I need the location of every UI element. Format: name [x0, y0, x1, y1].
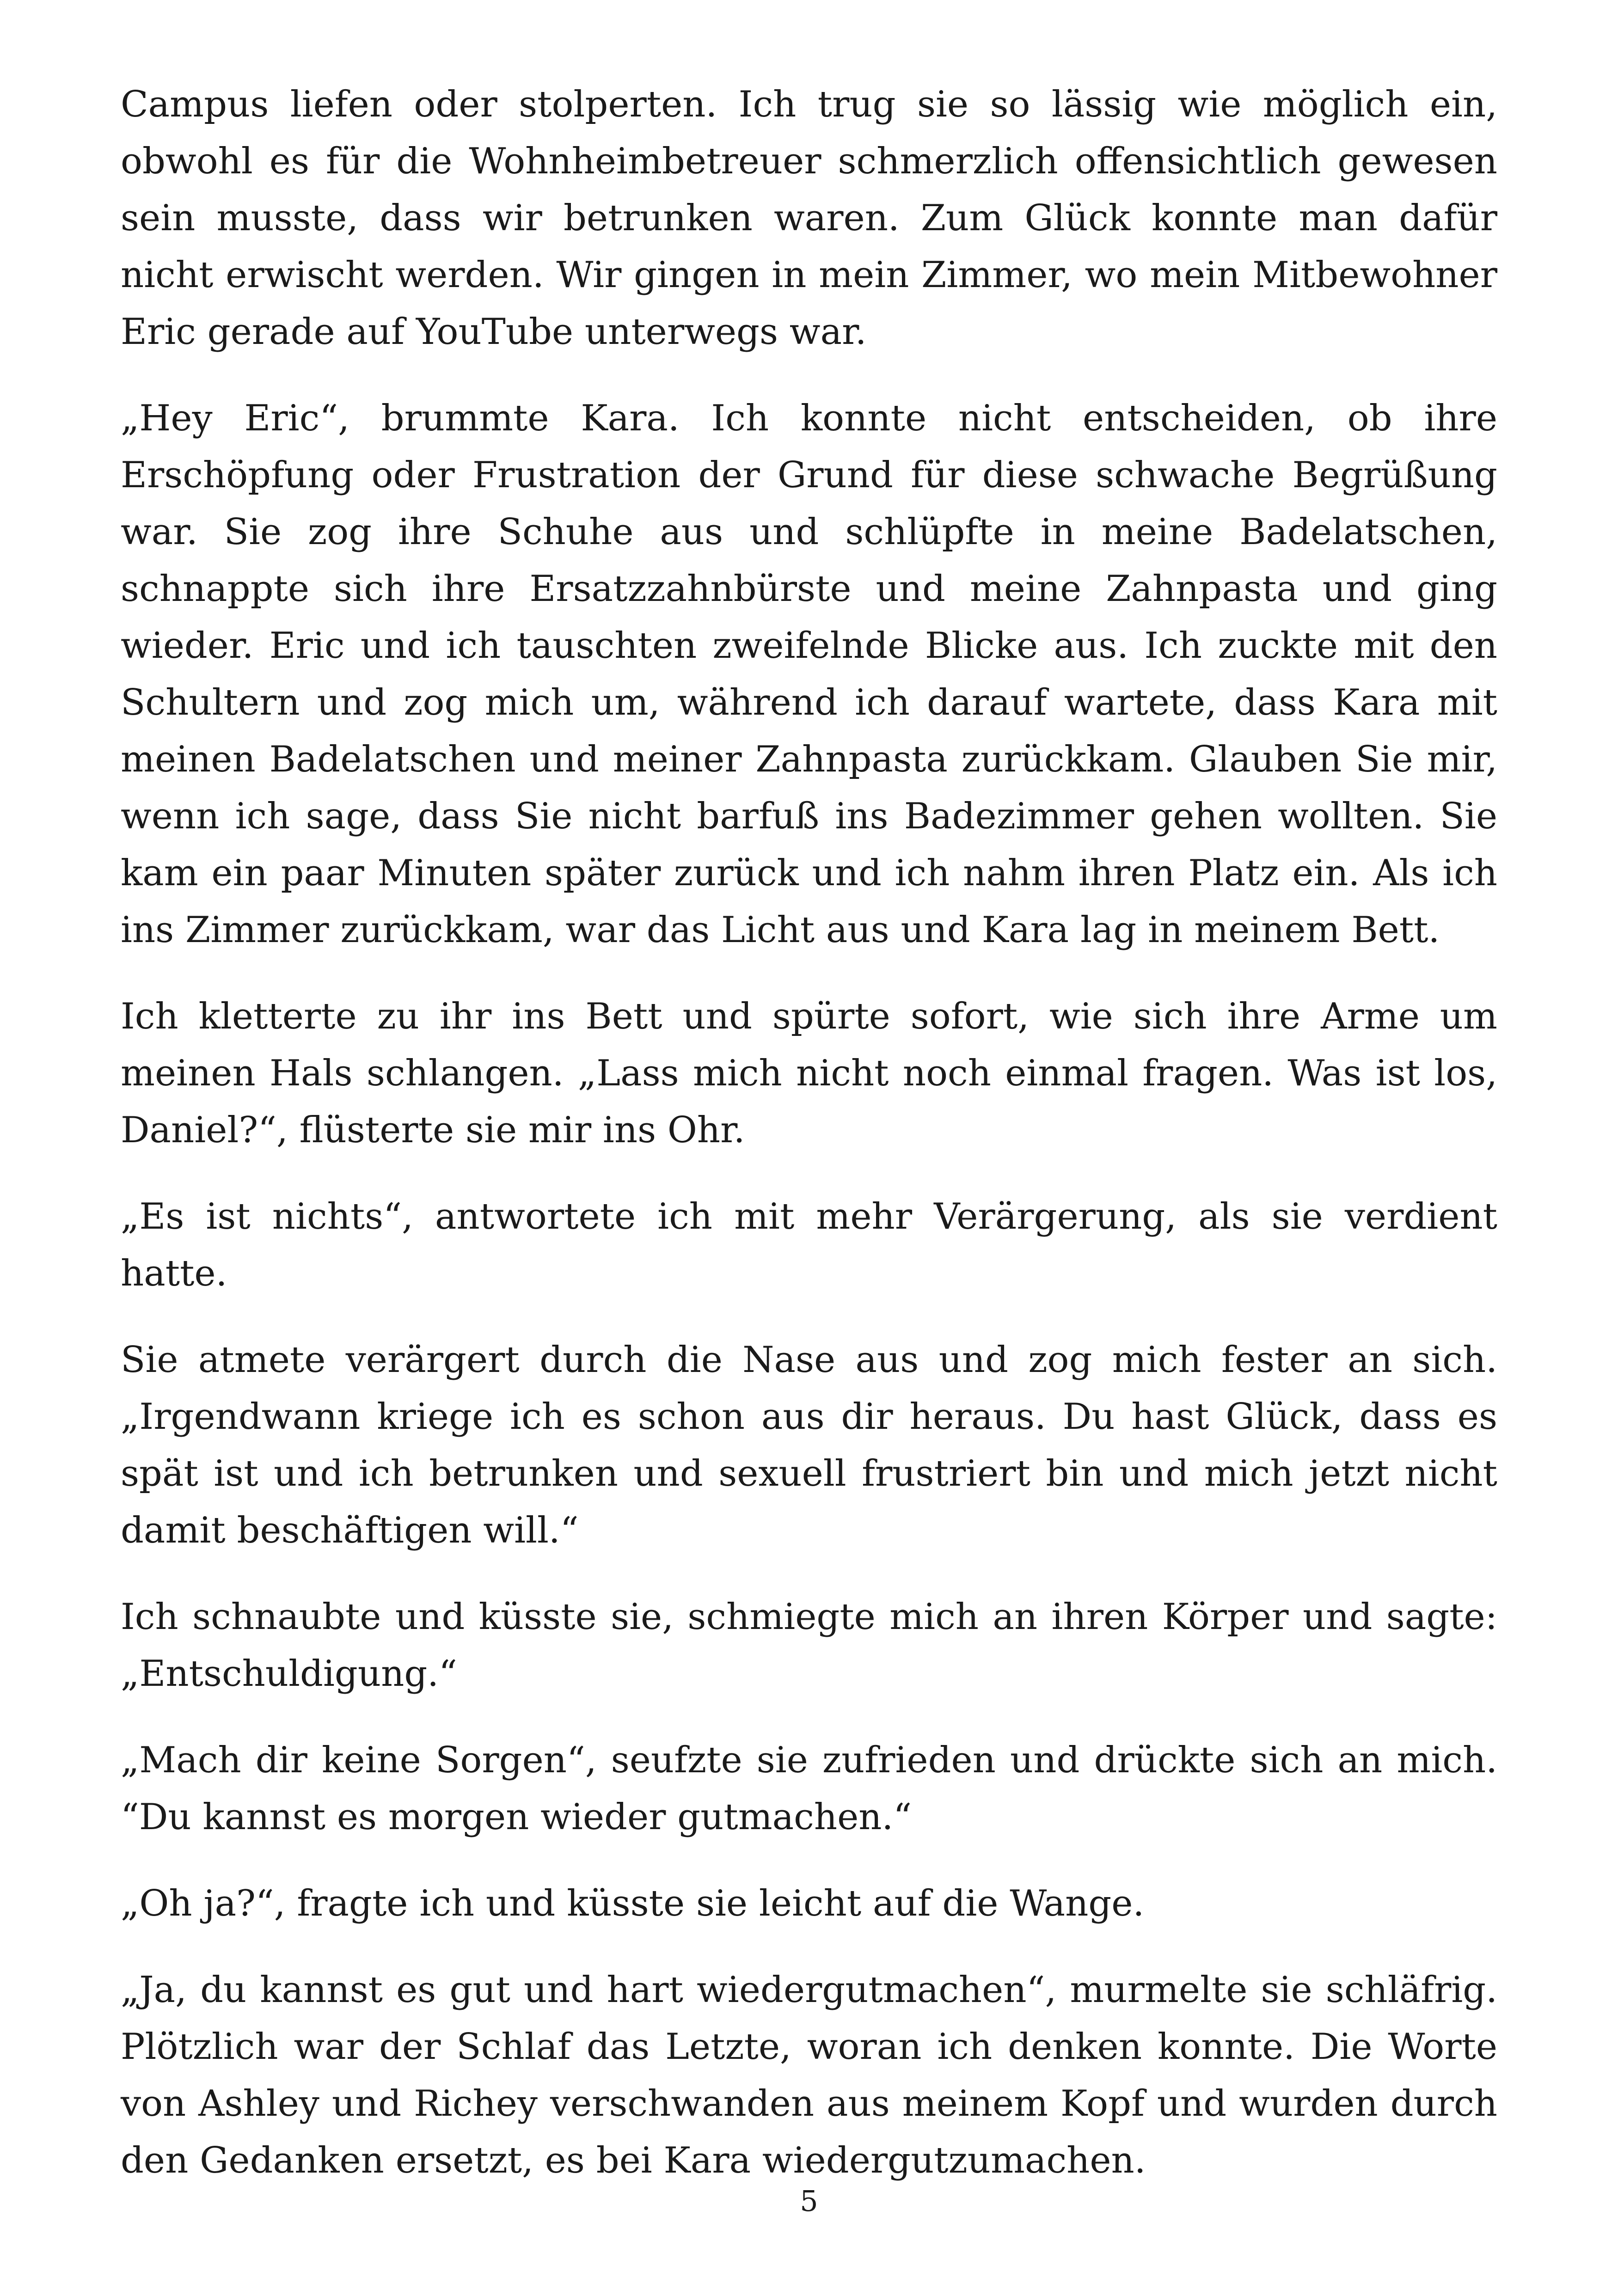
body-text — [121, 76, 1497, 2219]
paragraph-2: „Hey Eric“, brummte Kara. Ich konnte nicht entscheiden, ob ihre Erschöpfung oder Frustration der Grund für diese schwache Begrüßung war. Sie zog ihre Schuhe aus und schlüpfte in meine Badelatschen, schnappte sich ihre Ersatzzahnbürste und meine Zahnpasta und ging wieder. Eric und ich tauschten zweifelnde Blicke aus. Ich zuckte mit den Schultern und zog mich um, während ich darauf wartete, dass Kara mit meinen Badelatschen und meiner Zahnpasta zurückkam. Glauben Sie mir, wenn ich sage, dass Sie nicht barfuß ins Badezimmer gehen wollten. Sie kam ein paar Minuten später zurück und ich nahm ihren Platz ein. Als ich ins Zimmer zurückkam, war das Licht aus und Kara lag in meinem Bett. — [121, 398, 1497, 951]
paragraph-6: Ich schnaubte und küsste sie, schmiegte mich an ihren Körper und sagte: „Entschuldigung.“ — [121, 1596, 1497, 1695]
paragraph-9: „Ja, du kannst es gut und hart wiedergutmachen“, murmelte sie schläfrig. Plötzlich war der Schlaf das Letzte, woran ich denken konnte. Die Worte von Ashley und Richey verschwanden aus meinem Kopf und wurden durch den Gedanken ersetzt, es bei Kara wiedergutzumachen. — [121, 1969, 1497, 2181]
page-number: 5 — [800, 2184, 818, 2218]
paragraph-8: „Oh ja?“, fragte ich und küsste sie leicht auf die Wange. — [121, 1883, 1145, 1924]
paragraph-3: Ich kletterte zu ihr ins Bett und spürte sofort, wie sich ihre Arme um meinen Hals schlangen. „Lass mich nicht noch einmal fragen. Was ist los, Daniel?“, flüsterte sie mir ins Ohr. — [121, 996, 1497, 1151]
paragraph-4: „Es ist nichts“, antwortete ich mit mehr Verärgerung, als sie verdient hatte. — [121, 1196, 1497, 1294]
paragraph-7: „Mach dir keine Sorgen“, seufzte sie zufrieden und drückte sich an mich. “Du kannst es morgen wieder gutmachen.“ — [121, 1739, 1497, 1838]
paragraph-1: Campus liefen oder stolperten. Ich trug sie so lässig wie möglich ein, obwohl es für die Wohnheimbetreuer schmerzlich offensichtlich gewesen sein musste, dass wir betrunken waren. Zum Glück konnte man dafür nicht erwischt werden. Wir gingen in mein Zimmer, wo mein Mitbewohner Eric gerade auf YouTube unterwegs war. — [121, 84, 1497, 353]
paragraph-5: Sie atmete verärgert durch die Nase aus und zog mich fester an sich. „Irgendwann kriege ich es schon aus dir heraus. Du hast Glück, dass es spät ist und ich betrunken und sexuell frustriert bin und mich jetzt nicht damit beschäftigen will.“ — [121, 1339, 1497, 1551]
